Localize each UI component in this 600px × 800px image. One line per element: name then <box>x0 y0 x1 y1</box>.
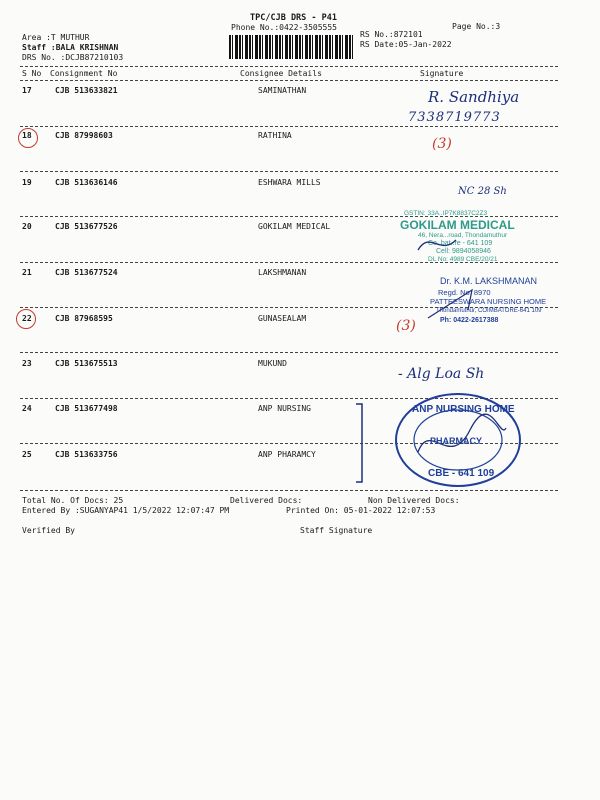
round-stamp-middle-text: PHARMACY <box>430 436 483 446</box>
total-docs: Total No. Of Docs: 25 <box>22 496 124 505</box>
row-number: 19 <box>22 178 32 187</box>
col-consignee: Consignee Details <box>240 69 322 78</box>
consignment-number: CJB 513677526 <box>55 222 118 231</box>
signature-scribble <box>418 240 456 250</box>
handwritten-signature: R. Sandhiya <box>428 88 520 106</box>
consignee-name: GOKILAM MEDICAL <box>258 222 331 231</box>
delivered-docs: Delivered Docs: <box>230 496 303 505</box>
handwritten-signature: NC 28 Sh <box>458 186 507 197</box>
consignment-number: CJB 513636146 <box>55 178 118 187</box>
consignment-number: CJB 87968595 <box>55 314 113 323</box>
consignee-name: ANP NURSING <box>258 404 311 413</box>
sheet-title: TPC/CJB DRS - P41 <box>250 13 337 23</box>
rs-date: RS Date:05-Jan-2022 <box>360 40 452 49</box>
handwritten-mark: (3) <box>396 318 416 334</box>
consignee-name: SAMINATHAN <box>258 86 307 95</box>
consignee-name: ANP PHARAMCY <box>258 450 316 459</box>
signature-scribble <box>418 414 506 452</box>
row-number: 21 <box>22 268 32 277</box>
stamp-nursing-home: PATTEESWARA NURSING HOME <box>430 297 547 306</box>
col-consignment: Consignment No <box>50 69 118 78</box>
consignment-number: CJB 87998603 <box>55 131 113 140</box>
non-delivered-docs: Non Delivered Docs: <box>368 496 460 505</box>
page-number: Page No.:3 <box>452 22 501 31</box>
stamp-doctor-name: Dr. K.M. LAKSHMANAN <box>440 276 538 286</box>
printed-on: Printed On: 05-01-2022 12:07:53 <box>286 506 436 515</box>
row-number: 20 <box>22 222 32 231</box>
col-signature: Signature <box>420 69 464 78</box>
stamp-gstin: GSTIN: 33A..IP7K8837C2Z3 <box>404 210 488 217</box>
row-number: 23 <box>22 359 32 368</box>
stamp-cell: Cell: 9894058946 <box>436 248 491 255</box>
consignment-number: CJB 513677498 <box>55 404 118 413</box>
consignee-name: MUKUND <box>258 359 287 368</box>
row-number: 24 <box>22 404 32 413</box>
verified-by: Verified By <box>22 526 75 535</box>
handwritten-phone: 7338719773 <box>408 110 501 125</box>
round-stamp-bottom-text: CBE - 641 109 <box>428 468 495 479</box>
handwritten-signature: - Alg Loa Sh <box>398 366 485 382</box>
rs-number: RS No.:872101 <box>360 30 423 39</box>
consignment-number: CJB 513677524 <box>55 268 118 277</box>
consignee-name: LAKSHMANAN <box>258 268 307 277</box>
handwritten-mark: (3) <box>432 136 452 152</box>
stamp-doctor-phone: Ph: 0422-2617388 <box>440 317 499 324</box>
consignment-number: CJB 513633756 <box>55 450 118 459</box>
stamp-dl-number: DL No: 4989 CBE/20/21 <box>428 256 498 263</box>
stamp-business-name: GOKILAM MEDICAL <box>400 218 515 232</box>
drs-number: DRS No. :DCJB87210103 <box>22 53 124 62</box>
row-number: 18 <box>22 131 32 140</box>
staff-signature: Staff Signature <box>300 526 373 535</box>
row-number: 17 <box>22 86 32 95</box>
round-stamp-top-text: ANP NURSING HOME <box>412 404 515 415</box>
bracket-mark <box>356 404 362 482</box>
col-sno: S No <box>22 69 42 78</box>
consignee-name: RATHINA <box>258 131 292 140</box>
consignment-number: CJB 513633821 <box>55 86 118 95</box>
stamp-city: Co..bat..re - 641 109 <box>428 240 493 247</box>
stamp-address: 46, Nera...road, Thondamuthur <box>418 232 508 239</box>
phone-number: Phone No.:0422-3505555 <box>231 23 337 32</box>
consignee-name: GUNASEALAM <box>258 314 307 323</box>
area-label: Area :T MUTHUR <box>22 33 90 42</box>
stamp-regd-number: Regd. No. 8970 <box>438 288 491 297</box>
row-number: 22 <box>22 314 32 323</box>
consignment-number: CJB 513675513 <box>55 359 118 368</box>
consignee-name: ESHWARA MILLS <box>258 178 321 187</box>
signature-scribble <box>428 290 472 318</box>
entered-by: Entered By :SUGANYAP41 1/5/2022 12:07:47 PM <box>22 506 230 515</box>
staff-label: Staff :BALA KRISHNAN <box>22 43 119 52</box>
stamp-doctor-city: Thondamuthur, COIMBATORE-641 109 <box>436 308 542 314</box>
row-number: 25 <box>22 450 32 459</box>
